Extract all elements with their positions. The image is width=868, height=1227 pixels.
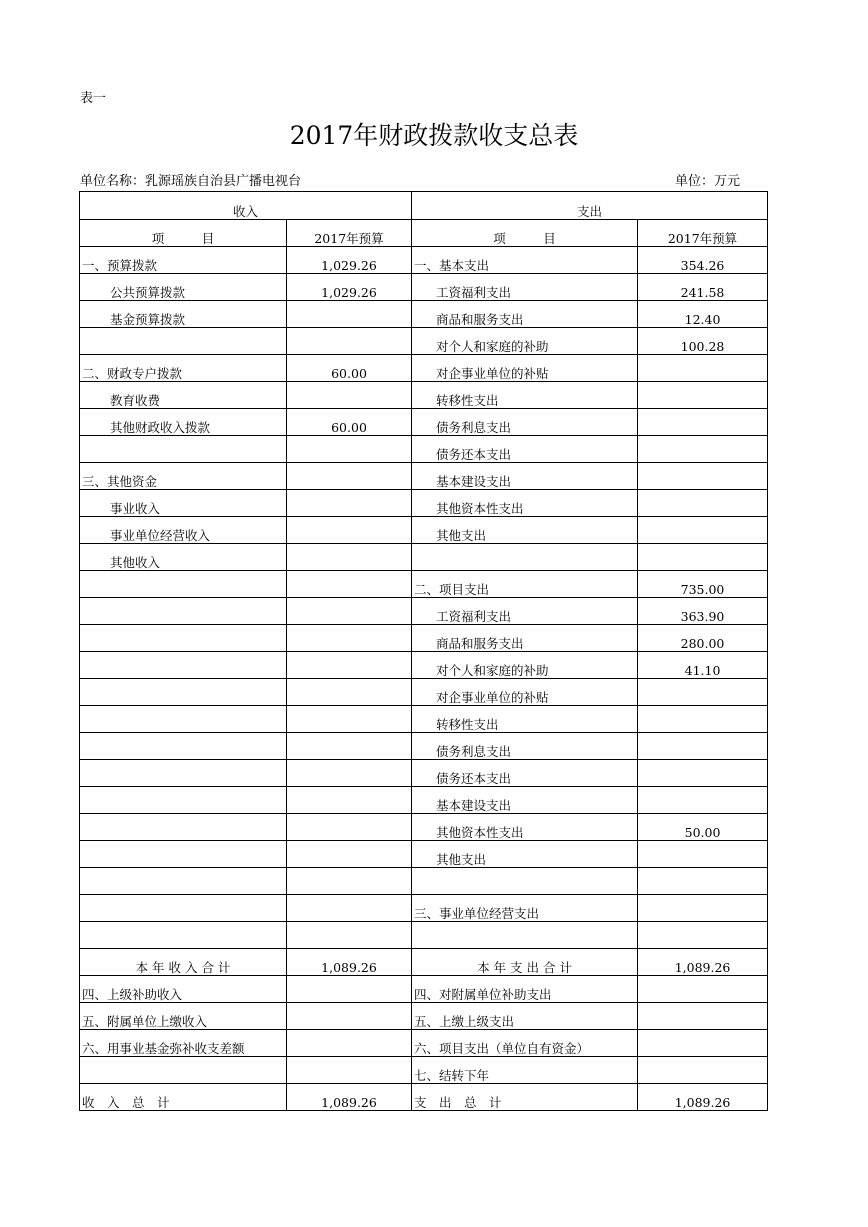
table-row	[80, 247, 768, 274]
income-item-cell	[80, 814, 287, 841]
expense-budget-cell	[638, 787, 768, 814]
income-budget-cell	[287, 679, 412, 706]
expense-budget-cell	[638, 1057, 768, 1084]
income-budget-cell	[287, 625, 412, 652]
table-row	[80, 706, 768, 733]
expense-budget-cell	[638, 517, 768, 544]
income-item-cell	[80, 787, 287, 814]
table-row	[80, 382, 768, 409]
income-budget-cell: 1,029.26	[287, 274, 412, 301]
expense-item-cell: 商品和服务支出	[412, 625, 638, 652]
income-item-cell	[80, 679, 287, 706]
income-item-cell	[80, 1057, 287, 1084]
income-item-cell: 其他收入	[80, 544, 287, 571]
income-item-header: 项 目	[80, 220, 287, 247]
income-budget-cell	[287, 328, 412, 355]
income-budget-cell	[287, 976, 412, 1003]
table-row	[80, 760, 768, 787]
expense-item-cell: 债务利息支出	[412, 733, 638, 760]
income-budget-cell	[287, 922, 412, 949]
table-row	[80, 625, 768, 652]
income-item-cell	[80, 706, 287, 733]
expense-budget-cell	[638, 355, 768, 382]
table-subheader-row	[80, 220, 768, 247]
expense-budget-cell	[638, 382, 768, 409]
expense-item-cell: 六、项目支出（单位自有资金）	[412, 1030, 638, 1057]
table-row	[80, 949, 768, 976]
income-budget-cell	[287, 706, 412, 733]
income-item-cell	[80, 868, 287, 895]
income-item-cell: 三、其他资金	[80, 463, 287, 490]
table-row	[80, 301, 768, 328]
income-budget-cell	[287, 652, 412, 679]
income-budget-cell: 1,089.26	[287, 949, 412, 976]
expense-item-header: 项 目	[412, 220, 638, 247]
expense-budget-cell	[638, 679, 768, 706]
income-item-cell	[80, 733, 287, 760]
unit-label: 单位：万元	[674, 174, 740, 189]
expense-item-cell: 支 出 总 计	[412, 1084, 638, 1111]
income-item-cell: 事业单位经营收入	[80, 517, 287, 544]
expense-budget-cell: 363.90	[638, 598, 768, 625]
income-budget-cell	[287, 436, 412, 463]
expense-budget-cell	[638, 895, 768, 922]
table-row	[80, 463, 768, 490]
income-item-cell	[80, 895, 287, 922]
expense-item-cell: 二、项目支出	[412, 571, 638, 598]
income-item-cell	[80, 598, 287, 625]
expense-budget-cell	[638, 490, 768, 517]
income-item-cell: 本 年 收 入 合 计	[80, 949, 287, 976]
income-budget-header: 2017年预算	[287, 220, 412, 247]
expense-budget-cell: 1,089.26	[638, 949, 768, 976]
table-row	[80, 733, 768, 760]
income-budget-cell	[287, 1057, 412, 1084]
income-budget-cell	[287, 841, 412, 868]
expense-budget-cell	[638, 922, 768, 949]
income-item-cell: 基金预算拨款	[80, 301, 287, 328]
income-budget-cell: 1,089.26	[287, 1084, 412, 1111]
expense-item-cell: 四、对附属单位补助支出	[412, 976, 638, 1003]
income-item-cell	[80, 436, 287, 463]
income-item-cell: 六、用事业基金弥补收支差额	[80, 1030, 287, 1057]
expense-item-cell: 工资福利支出	[412, 598, 638, 625]
income-budget-cell	[287, 760, 412, 787]
expense-item-cell: 其他支出	[412, 841, 638, 868]
table-row	[80, 355, 768, 382]
expense-header: 支出	[412, 192, 768, 220]
income-budget-cell	[287, 787, 412, 814]
expense-budget-cell	[638, 760, 768, 787]
table-row	[80, 841, 768, 868]
expense-budget-cell: 241.58	[638, 274, 768, 301]
expense-budget-cell	[638, 544, 768, 571]
expense-budget-cell	[638, 463, 768, 490]
expense-budget-cell	[638, 733, 768, 760]
expense-budget-cell: 41.10	[638, 652, 768, 679]
income-item-cell: 二、财政专户拨款	[80, 355, 287, 382]
page-title: 2017年财政拨款收支总表	[289, 121, 579, 150]
income-budget-cell	[287, 517, 412, 544]
table-row	[80, 1030, 768, 1057]
income-budget-cell	[287, 544, 412, 571]
income-item-cell	[80, 571, 287, 598]
expense-budget-cell: 100.28	[638, 328, 768, 355]
expense-item-cell: 转移性支出	[412, 706, 638, 733]
expense-item-cell: 对个人和家庭的补助	[412, 328, 638, 355]
expense-item-cell	[412, 544, 638, 571]
expense-item-cell: 工资福利支出	[412, 274, 638, 301]
expense-item-cell: 其他支出	[412, 517, 638, 544]
income-budget-cell	[287, 868, 412, 895]
income-budget-cell: 1,029.26	[287, 247, 412, 274]
income-item-cell	[80, 760, 287, 787]
table-row	[80, 1003, 768, 1030]
budget-table	[79, 191, 768, 1111]
table-row	[80, 328, 768, 355]
table-row	[80, 490, 768, 517]
income-budget-cell	[287, 301, 412, 328]
income-item-cell	[80, 841, 287, 868]
expense-item-cell: 对个人和家庭的补助	[412, 652, 638, 679]
income-budget-cell: 60.00	[287, 355, 412, 382]
income-header: 收入	[80, 192, 412, 220]
expense-item-cell: 七、结转下年	[412, 1057, 638, 1084]
expense-budget-cell	[638, 841, 768, 868]
expense-budget-cell	[638, 1003, 768, 1030]
table-row	[80, 1084, 768, 1111]
expense-item-cell: 基本建设支出	[412, 463, 638, 490]
table-row	[80, 814, 768, 841]
income-budget-cell	[287, 382, 412, 409]
table-row	[80, 571, 768, 598]
income-budget-cell: 60.00	[287, 409, 412, 436]
expense-item-cell: 商品和服务支出	[412, 301, 638, 328]
income-item-cell	[80, 625, 287, 652]
expense-item-cell: 本 年 支 出 合 计	[412, 949, 638, 976]
expense-budget-cell	[638, 409, 768, 436]
income-budget-cell	[287, 490, 412, 517]
table-header-row	[80, 192, 768, 220]
income-budget-cell	[287, 571, 412, 598]
expense-budget-cell	[638, 976, 768, 1003]
table-row	[80, 787, 768, 814]
unit-name: 单位名称：乳源瑶族自治县广播电视台	[80, 174, 302, 189]
income-item-cell: 收 入 总 计	[80, 1084, 287, 1111]
income-budget-cell	[287, 463, 412, 490]
table-row	[80, 976, 768, 1003]
table-row	[80, 1057, 768, 1084]
expense-item-cell: 基本建设支出	[412, 787, 638, 814]
table-row	[80, 679, 768, 706]
table-row	[80, 409, 768, 436]
expense-item-cell: 其他资本性支出	[412, 490, 638, 517]
table-row	[80, 868, 768, 895]
expense-budget-cell	[638, 868, 768, 895]
expense-item-cell	[412, 922, 638, 949]
income-budget-cell	[287, 598, 412, 625]
income-item-cell: 事业收入	[80, 490, 287, 517]
income-item-cell: 五、附属单位上缴收入	[80, 1003, 287, 1030]
expense-item-cell: 其他资本性支出	[412, 814, 638, 841]
expense-budget-cell: 354.26	[638, 247, 768, 274]
income-item-cell: 其他财政收入拨款	[80, 409, 287, 436]
table-row	[80, 274, 768, 301]
income-item-cell: 教育收费	[80, 382, 287, 409]
expense-budget-cell: 735.00	[638, 571, 768, 598]
income-item-cell	[80, 652, 287, 679]
expense-item-cell: 转移性支出	[412, 382, 638, 409]
expense-budget-cell: 12.40	[638, 301, 768, 328]
table-row	[80, 922, 768, 949]
income-budget-cell	[287, 814, 412, 841]
expense-item-cell	[412, 868, 638, 895]
expense-item-cell: 一、基本支出	[412, 247, 638, 274]
expense-budget-cell: 1,089.26	[638, 1084, 768, 1111]
expense-budget-cell	[638, 436, 768, 463]
income-budget-cell	[287, 895, 412, 922]
expense-item-cell: 五、上缴上级支出	[412, 1003, 638, 1030]
expense-budget-cell	[638, 1030, 768, 1057]
income-budget-cell	[287, 1030, 412, 1057]
expense-item-cell: 对企事业单位的补贴	[412, 355, 638, 382]
income-item-cell: 四、上级补助收入	[80, 976, 287, 1003]
expense-item-cell: 债务还本支出	[412, 760, 638, 787]
table-row	[80, 544, 768, 571]
table-row	[80, 895, 768, 922]
income-item-cell: 一、预算拨款	[80, 247, 287, 274]
expense-budget-cell	[638, 706, 768, 733]
expense-item-cell: 三、事业单位经营支出	[412, 895, 638, 922]
expense-item-cell: 债务利息支出	[412, 409, 638, 436]
income-item-cell: 公共预算拨款	[80, 274, 287, 301]
income-budget-cell	[287, 733, 412, 760]
expense-budget-cell: 280.00	[638, 625, 768, 652]
table-row	[80, 517, 768, 544]
table-tag: 表一	[80, 91, 107, 106]
expense-budget-header: 2017年预算	[638, 220, 768, 247]
table-row	[80, 436, 768, 463]
expense-item-cell: 债务还本支出	[412, 436, 638, 463]
expense-budget-cell: 50.00	[638, 814, 768, 841]
income-item-cell	[80, 328, 287, 355]
expense-item-cell: 对企事业单位的补贴	[412, 679, 638, 706]
income-item-cell	[80, 922, 287, 949]
table-row	[80, 598, 768, 625]
table-row	[80, 652, 768, 679]
income-budget-cell	[287, 1003, 412, 1030]
